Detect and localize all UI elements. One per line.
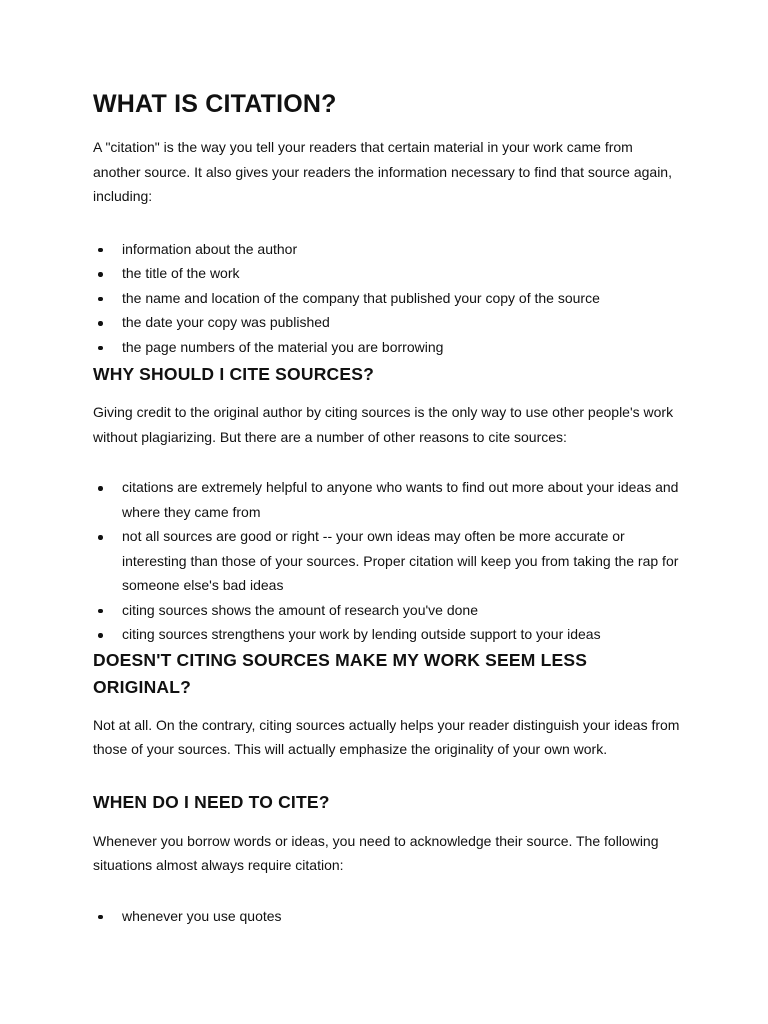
document-page bbox=[93, 88, 683, 928]
what-intro-paragraph: A "citation" is the way you tell your readers that certain material in your work came from another source. It also gives your readers the information necessary to find that source again, including: bbox=[93, 139, 672, 204]
why-bullet-list bbox=[93, 475, 683, 647]
bullet-icon bbox=[98, 321, 103, 326]
list-item: the page numbers of the material you are borrowing bbox=[93, 335, 683, 360]
why-cite-heading: WHY SHOULD I CITE SOURCES? bbox=[93, 364, 375, 384]
bullet-icon bbox=[98, 272, 103, 277]
bullet-icon bbox=[98, 297, 103, 302]
list-item: citing sources shows the amount of research you've done bbox=[93, 598, 683, 623]
what-bullet-list bbox=[93, 237, 683, 360]
bullet-icon bbox=[98, 633, 103, 638]
page-title: WHAT IS CITATION? bbox=[93, 90, 337, 118]
bullet-icon bbox=[98, 346, 103, 351]
why-intro-paragraph: Giving credit to the original author by citing sources is the only way to use other people's work without plagiarizing. But there are a number of other reasons to cite sources: bbox=[93, 404, 674, 445]
original-paragraph: Not at all. On the contrary, citing sources actually helps your reader distinguish your ideas from those of your sources. This will actually emphasize the originality of your own work. bbox=[93, 716, 680, 757]
list-item: citations are extremely helpful to anyone who wants to find out more about your ideas and where they came from bbox=[93, 475, 683, 524]
list-item: citing sources strengthens your work by lending outside support to your ideas bbox=[93, 622, 683, 647]
list-item: whenever you use quotes bbox=[93, 904, 683, 929]
when-cite-heading: WHEN DO I NEED TO CITE? bbox=[93, 791, 330, 812]
bullet-icon bbox=[98, 915, 103, 920]
list-item: not all sources are good or right -- your own ideas may often be more accurate or interesting than those of your sources. Proper citation will keep you from taking the rap for someone else's bad ideas bbox=[93, 524, 683, 598]
bullet-icon bbox=[98, 248, 103, 253]
list-item: information about the author bbox=[93, 237, 683, 262]
bullet-icon bbox=[98, 535, 103, 540]
bullet-icon bbox=[98, 486, 103, 491]
list-item: the name and location of the company that published your copy of the source bbox=[93, 286, 683, 311]
when-intro-paragraph: Whenever you borrow words or ideas, you need to acknowledge their source. The following situations almost always require citation: bbox=[93, 832, 659, 873]
when-bullet-list bbox=[93, 904, 683, 929]
list-item: the title of the work bbox=[93, 261, 683, 286]
list-item: the date your copy was published bbox=[93, 310, 683, 335]
original-heading: DOESN'T CITING SOURCES MAKE MY WORK SEEM LESS ORIGINAL? bbox=[93, 649, 588, 697]
bullet-icon bbox=[98, 609, 103, 614]
